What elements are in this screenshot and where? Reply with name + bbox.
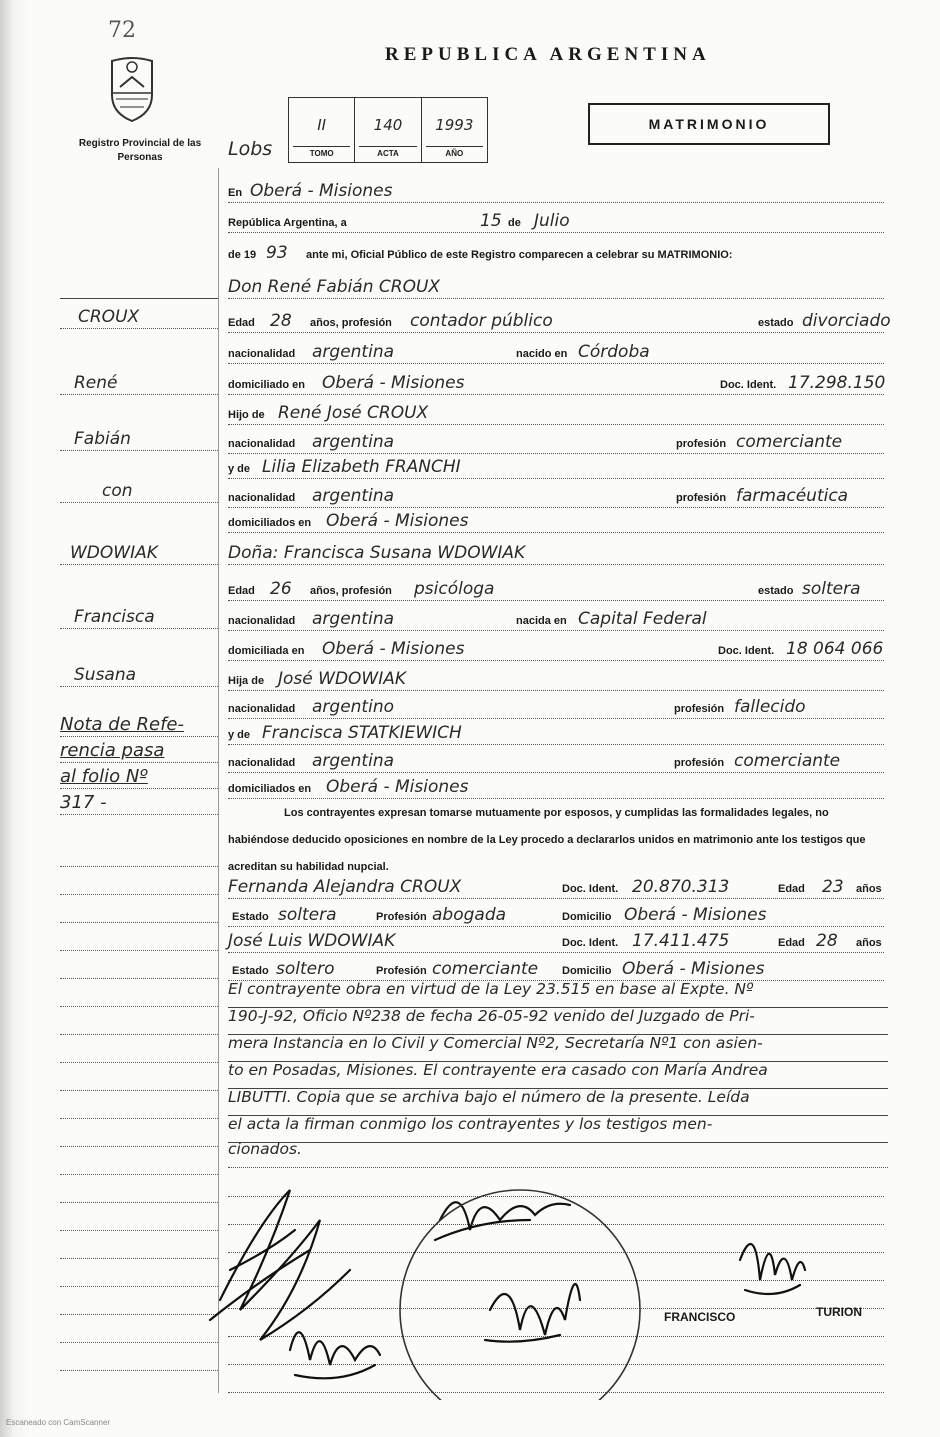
year-prefix: de 19 xyxy=(228,249,257,261)
observation-line: cionados. xyxy=(228,1140,888,1168)
tomo-value: II xyxy=(317,116,327,134)
bride-parents-domicile-row xyxy=(228,772,884,799)
label: Doc. Ident. xyxy=(562,883,619,895)
groom-mother-nationality: argentina xyxy=(312,486,395,506)
margin-line xyxy=(60,868,218,895)
margin-line xyxy=(60,424,218,451)
margin-line xyxy=(60,1148,218,1175)
label: Profesión xyxy=(376,965,427,977)
margin-bride-firstname: Francisca xyxy=(74,607,155,627)
ano-value: 1993 xyxy=(435,116,474,134)
stamp-name-left: FRANCISCO xyxy=(664,1310,736,1324)
margin-line xyxy=(60,1260,218,1287)
groom-name-row xyxy=(228,272,884,299)
witness1-row xyxy=(228,872,884,899)
label: Estado xyxy=(232,965,269,977)
groom-age: 28 xyxy=(270,311,292,331)
margin-line xyxy=(60,1120,218,1147)
label: nacido en xyxy=(516,348,568,360)
label: nacionalidad xyxy=(228,757,296,769)
margin-line xyxy=(60,1008,218,1035)
groom-age-row xyxy=(228,306,891,333)
witness1-domicile: Oberá - Misiones xyxy=(624,905,767,925)
witness2-age: 28 xyxy=(816,931,838,951)
margin-line xyxy=(60,660,218,687)
ante-text: ante mi, Oficial Público de este Registro comparecen a celebrar su MATRIMONIO: xyxy=(306,249,733,261)
margin-note-line xyxy=(60,710,218,737)
republic-header: REPUBLICA ARGENTINA xyxy=(385,44,711,65)
margin-line xyxy=(60,476,218,503)
label: nacionalidad xyxy=(228,492,296,504)
margin-line xyxy=(60,1092,218,1119)
groom-mother: Lilia Elizabeth FRANCHI xyxy=(262,457,461,477)
margin-bride-middlename: Susana xyxy=(74,665,137,685)
label: años, profesión xyxy=(310,317,392,329)
label: Hija de xyxy=(228,675,265,687)
label: Doc. Ident. xyxy=(720,379,777,391)
margin-line xyxy=(60,1232,218,1259)
witness2-domicile: Oberá - Misiones xyxy=(622,959,765,979)
groom-father-row xyxy=(228,398,884,425)
label: Estado xyxy=(232,911,269,923)
libro-note: Lobs xyxy=(228,138,273,160)
margin-note-line xyxy=(60,788,218,815)
label: años xyxy=(856,883,882,895)
groom-parents-domicile-row xyxy=(228,506,884,533)
bride-mother: Francisca STATKIEWICH xyxy=(262,723,462,743)
bride-father-nationality: argentino xyxy=(312,697,394,717)
groom-nationality-row xyxy=(228,337,884,364)
date-year: 93 xyxy=(266,243,288,263)
label: estado xyxy=(758,585,794,597)
label: domiciliados en xyxy=(228,783,312,795)
observation-line: LIBUTTI. Copia que se archiva bajo el número de la presente. Leída xyxy=(228,1088,888,1116)
groom-mother-profession: farmacéutica xyxy=(736,486,849,506)
witness2-status: soltero xyxy=(276,959,335,979)
formula-text: Los contrayentes expresan tomarse mutuamente por esposos, y cumplidas las formalidades legales, no habiéndose deducido oposiciones en nombre de la Ley procedo a declararlos unidos en matrimonio ante los testigos que acreditan su habilidad nupcial. xyxy=(228,807,866,873)
margin-firstname: René xyxy=(74,373,118,393)
bride-birthplace: Capital Federal xyxy=(578,609,707,629)
groom-parents-domicile: Oberá - Misiones xyxy=(326,511,469,531)
groom-status: divorciado xyxy=(802,311,891,331)
margin-note: Nota de Refe- xyxy=(60,714,184,735)
bride-father: José WDOWIAK xyxy=(278,669,407,689)
tomo-cell xyxy=(289,98,354,162)
acta-cell xyxy=(354,98,420,162)
label: profesión xyxy=(676,492,727,504)
groom-domicile-row xyxy=(228,368,884,395)
witness2-name: José Luis WDOWIAK xyxy=(228,931,396,951)
label: profesión xyxy=(674,757,725,769)
label: Edad xyxy=(778,937,805,949)
date-day: 15 xyxy=(480,211,502,231)
book-reference-box xyxy=(288,97,488,163)
label: y de xyxy=(228,463,251,475)
margin-line xyxy=(60,1036,218,1063)
margin-line xyxy=(60,1204,218,1231)
margin-line xyxy=(60,1064,218,1091)
document-type-box xyxy=(588,103,830,145)
groom-mother-row xyxy=(228,452,884,479)
label: nacida en xyxy=(516,615,567,627)
date-month: Julio xyxy=(534,211,570,231)
document-type: MATRIMONIO xyxy=(648,116,770,132)
label: años, profesión xyxy=(310,585,392,597)
witness1-detail-row xyxy=(228,900,884,927)
bride-full-name: Doña: Francisca Susana WDOWIAK xyxy=(228,543,526,563)
margin-line xyxy=(60,952,218,979)
witness1-name: Fernanda Alejandra CROUX xyxy=(228,877,462,897)
witness1-profession: abogada xyxy=(432,905,507,925)
margin-line xyxy=(60,980,218,1007)
observation-line: 190-J-92, Oficio Nº238 de fecha 26-05-92 venido del Juzgado de Pri- xyxy=(228,1007,888,1035)
stamp-name-right: TURION xyxy=(816,1305,862,1319)
label: Doc. Ident. xyxy=(562,937,619,949)
bride-age: 26 xyxy=(270,579,292,599)
margin-line xyxy=(60,896,218,923)
place-value: Oberá - Misiones xyxy=(250,181,393,201)
witness1-status: soltera xyxy=(278,905,337,925)
date-label: República Argentina, a xyxy=(228,217,347,229)
label: nacionalidad xyxy=(228,348,296,360)
observation-line: to en Posadas, Misiones. El contrayente era casado con María Andrea xyxy=(228,1061,888,1089)
groom-father-profession: comerciante xyxy=(736,432,843,452)
bride-name-row xyxy=(228,538,884,565)
margin-line xyxy=(60,602,218,629)
label: profesión xyxy=(674,703,725,715)
margin-bride-surname: WDOWIAK xyxy=(70,543,158,563)
page-number: 72 xyxy=(108,18,136,43)
witness2-profession: comerciante xyxy=(432,959,539,979)
label: domiciliados en xyxy=(228,517,312,529)
label: Edad xyxy=(778,883,805,895)
margin-note: 317 - xyxy=(60,792,107,813)
label: Hijo de xyxy=(228,409,265,421)
label: domiciliado en xyxy=(228,379,306,391)
label: y de xyxy=(228,729,251,741)
witness2-id: 17.411.475 xyxy=(632,931,730,951)
label: estado xyxy=(758,317,794,329)
place-label: En xyxy=(228,187,243,199)
groom-nationality: argentina xyxy=(312,342,395,362)
label: domiciliada en xyxy=(228,645,305,657)
scanner-footer: Escaneado con CamScanner xyxy=(6,1418,111,1427)
date-row xyxy=(228,206,884,233)
bride-nationality-row xyxy=(228,604,884,631)
label: nacionalidad xyxy=(228,438,296,450)
bride-domicile-row xyxy=(228,634,884,661)
bride-mother-profession: comerciante xyxy=(734,751,841,771)
bride-mother-nat-row xyxy=(228,746,884,773)
coat-of-arms-icon xyxy=(106,55,158,125)
bride-father-row xyxy=(228,664,884,691)
margin-note: rencia pasa xyxy=(60,740,165,761)
label: Edad xyxy=(228,585,255,597)
groom-domicile: Oberá - Misiones xyxy=(322,373,465,393)
margin-line xyxy=(60,924,218,951)
margin-note-line xyxy=(60,762,218,789)
label: nacionalidad xyxy=(228,703,296,715)
year-row xyxy=(228,238,884,264)
groom-full-name: Don René Fabián CROUX xyxy=(228,277,441,297)
label: Edad xyxy=(228,317,255,329)
margin-line xyxy=(60,368,218,395)
groom-profession: contador público xyxy=(410,311,553,331)
groom-mother-nat-row xyxy=(228,481,884,508)
label: Doc. Ident. xyxy=(718,645,775,657)
label: nacionalidad xyxy=(228,615,296,627)
margin-note-line xyxy=(60,736,218,763)
witness2-row xyxy=(228,926,884,953)
bride-parents-domicile: Oberá - Misiones xyxy=(326,777,469,797)
groom-birthplace: Córdoba xyxy=(578,342,650,362)
bride-age-row xyxy=(228,574,884,601)
bride-nationality: argentina xyxy=(312,609,395,629)
margin-separator xyxy=(60,298,218,299)
margin-line xyxy=(60,302,218,329)
witness2-detail-row xyxy=(228,954,884,981)
groom-father-nationality: argentina xyxy=(312,432,395,452)
bride-id: 18 064 066 xyxy=(786,639,884,659)
margin-line xyxy=(60,538,218,565)
bride-mother-nationality: argentina xyxy=(312,751,395,771)
margin-con: con xyxy=(102,481,133,501)
bride-status: soltera xyxy=(802,579,861,599)
groom-id: 17.298.150 xyxy=(788,373,886,393)
label: profesión xyxy=(676,438,727,450)
witness1-age: 23 xyxy=(822,877,844,897)
witness1-id: 20.870.313 xyxy=(632,877,730,897)
ano-label: AÑO xyxy=(426,146,483,158)
margin-note: al folio Nº xyxy=(60,766,148,787)
margin-line xyxy=(60,1344,218,1371)
label: Profesión xyxy=(376,911,427,923)
label: Domicilio xyxy=(562,911,612,923)
groom-father: René José CROUX xyxy=(278,403,429,423)
date-de-label: de xyxy=(508,217,521,229)
bride-profession: psicóloga xyxy=(414,579,495,599)
acta-value: 140 xyxy=(373,116,403,134)
bride-mother-row xyxy=(228,718,884,745)
label: Domicilio xyxy=(562,965,612,977)
margin-line xyxy=(60,840,218,867)
groom-father-nat-row xyxy=(228,427,884,454)
acta-label: ACTA xyxy=(359,146,416,158)
margin-middlename: Fabián xyxy=(74,429,131,449)
observation-line: El contrayente obra en virtud de la Ley 23.515 en base al Expte. Nº xyxy=(228,980,888,1008)
margin-line xyxy=(60,1288,218,1315)
margin-line xyxy=(60,1316,218,1343)
tomo-label: TOMO xyxy=(293,146,350,158)
margin-line xyxy=(60,1176,218,1203)
place-row xyxy=(228,176,884,203)
observation-line: el acta la firman conmigo los contrayentes y los testigos men- xyxy=(228,1115,888,1143)
bride-father-profession: fallecido xyxy=(734,697,806,717)
signatures-icon xyxy=(200,1160,900,1400)
label: años xyxy=(856,937,882,949)
registry-name: Registro Provincial de las Personas xyxy=(78,138,202,163)
bride-father-nat-row xyxy=(228,692,884,719)
bride-domicile: Oberá - Misiones xyxy=(322,639,465,659)
margin-surname: CROUX xyxy=(78,307,140,327)
observation-line: mera Instancia en lo Civil y Comercial Nº2, Secretaría Nº1 con asien- xyxy=(228,1034,888,1062)
ano-cell xyxy=(421,98,487,162)
